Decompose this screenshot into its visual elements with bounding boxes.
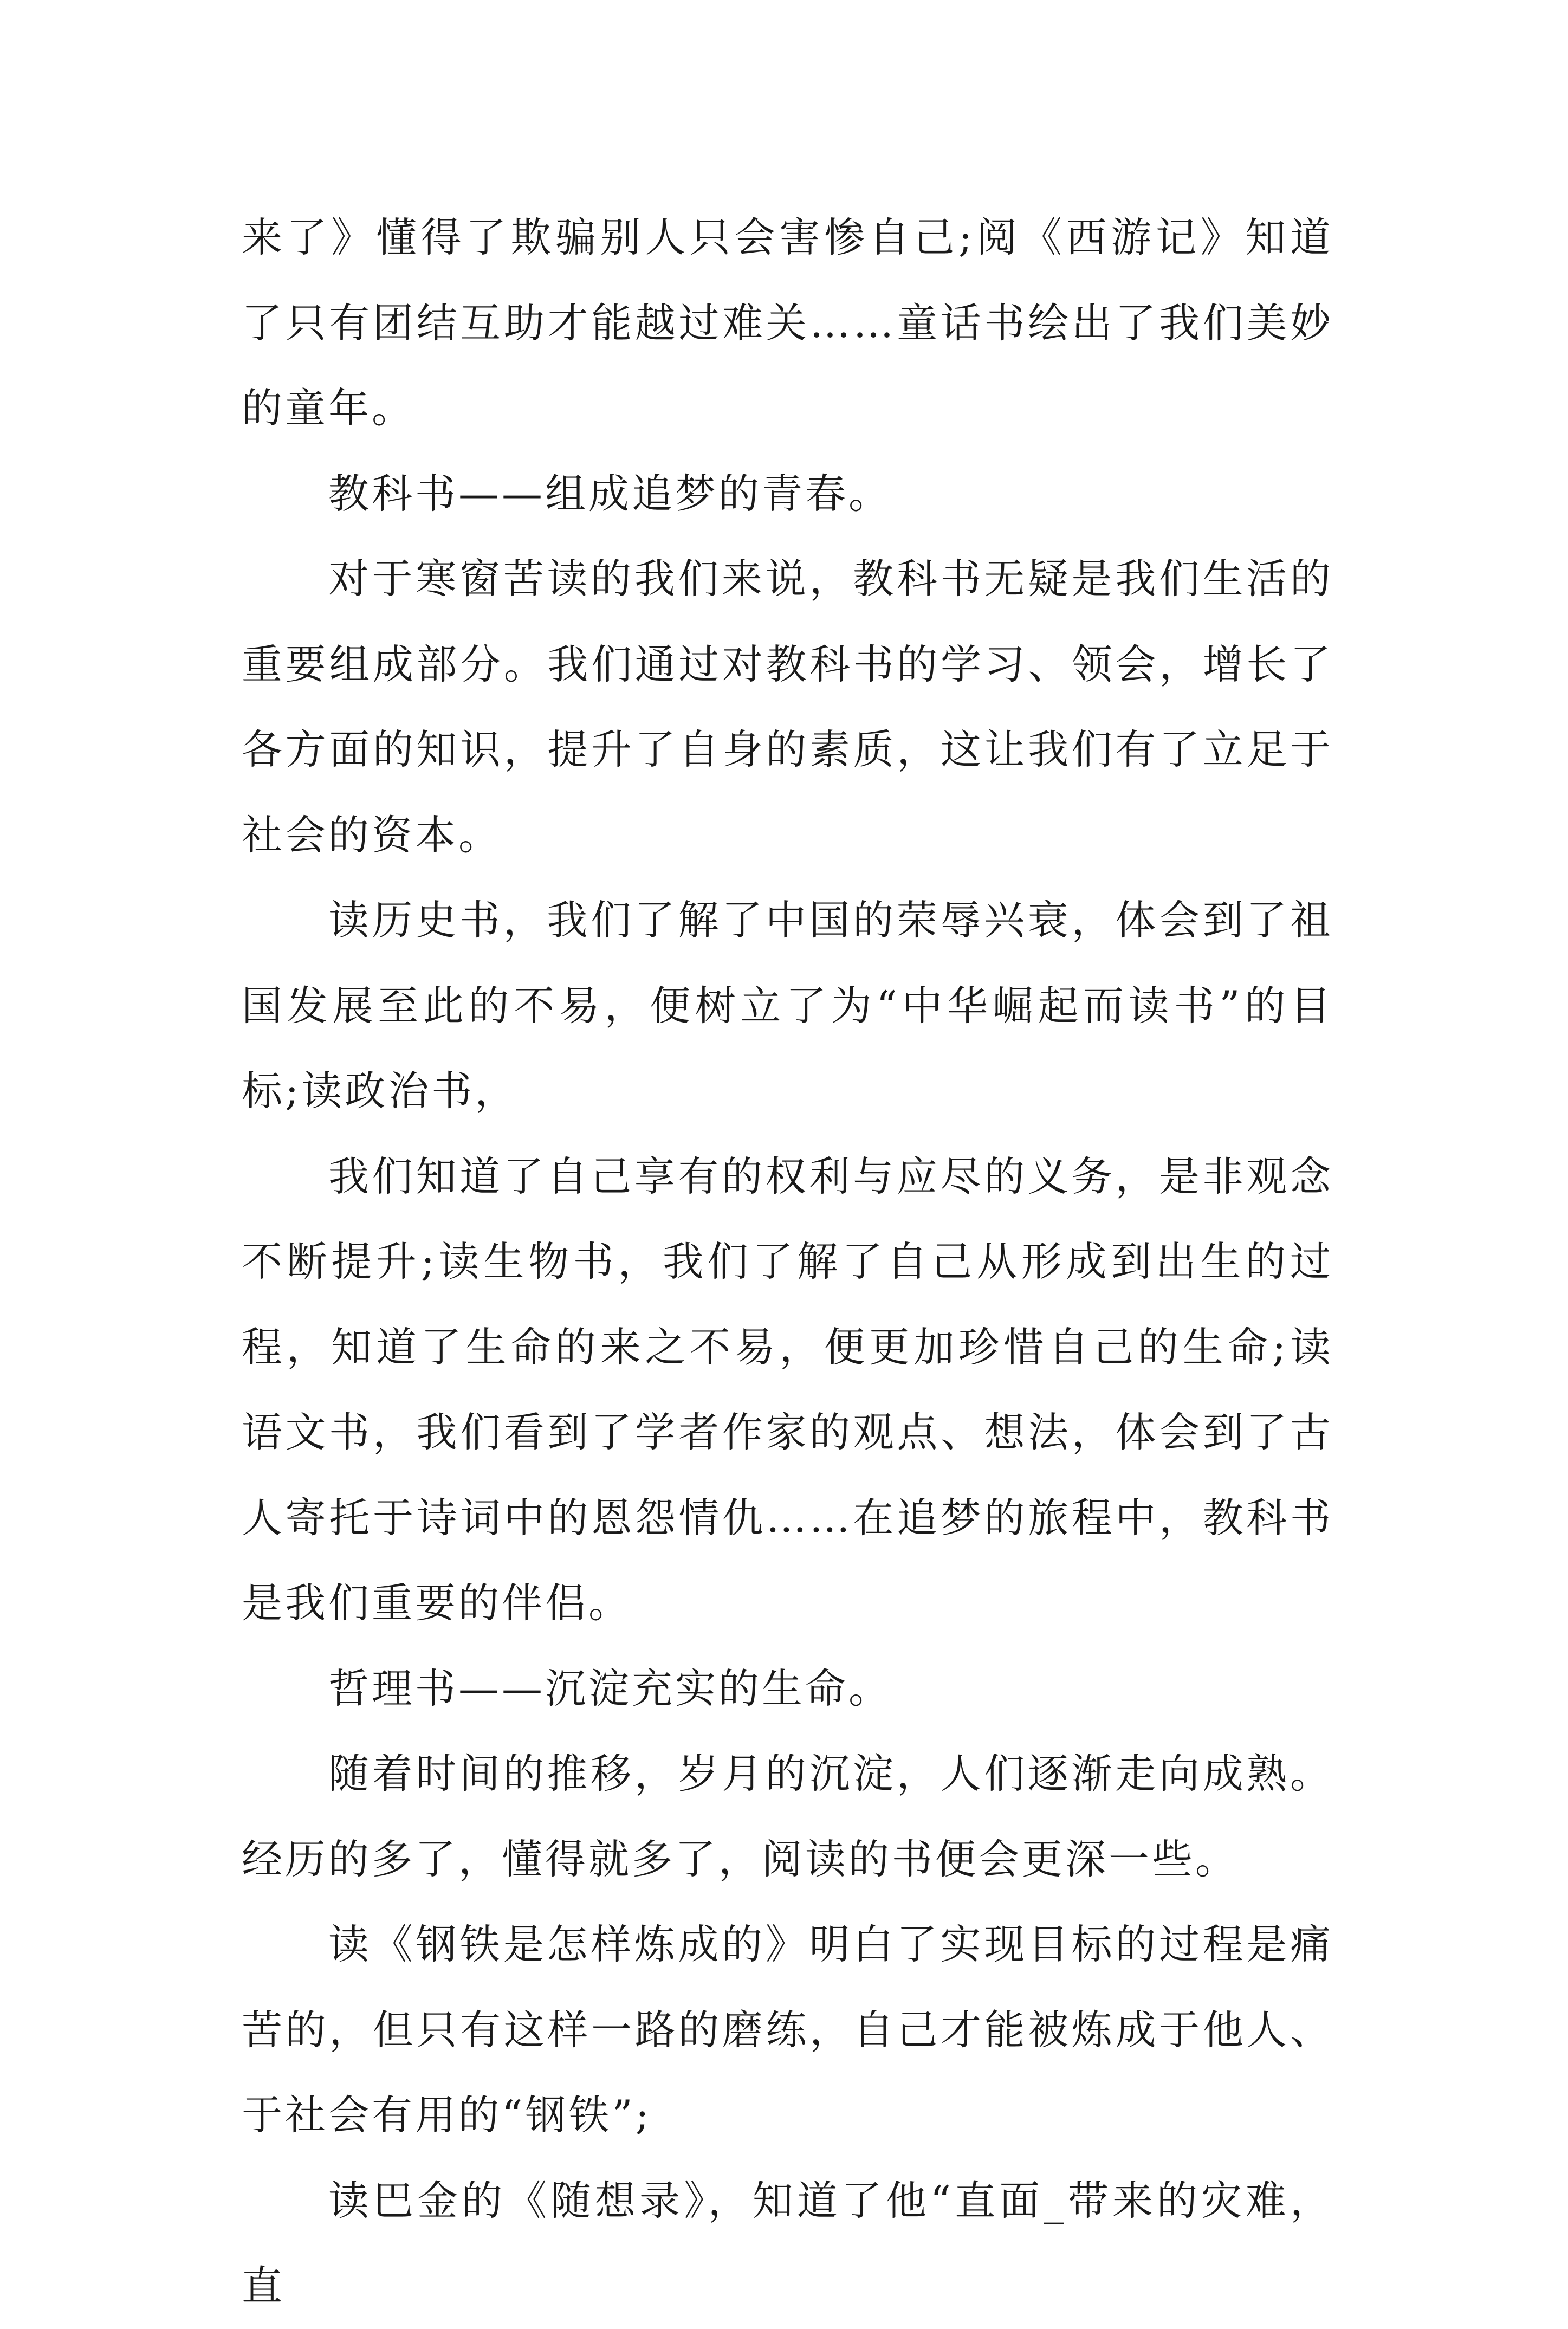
paragraph-5: 我们知道了自己享有的权利与应尽的义务，是非观念不断提升;读生物书，我们了解了自己从形成到出生的过程，知道了生命的来之不易，便更加珍惜自己的生命;读语文书，我们看到了学者作家的观点、想法，体会到了古人寄托于诗词中的恩怨情仇……在追梦的旅程中，教科书是我们重要的伴侣。 xyxy=(242,1152,1333,1627)
paragraph-8: 读《钢铁是怎样炼成的》明白了实现目标的过程是痛苦的，但只有这样一路的磨练，自己才能被炼成于他人、于社会有用的“钢铁”; xyxy=(242,1920,1333,2139)
paragraph-3: 对于寒窗苦读的我们来说，教科书无疑是我们生活的重要组成部分。我们通过对教科书的学习、领会，增长了各方面的知识，提升了自身的素质，这让我们有了立足于社会的资本。 xyxy=(242,555,1333,859)
paragraph-2: 教科书——组成追梦的青春。 xyxy=(328,469,892,517)
document-body xyxy=(242,195,1333,2329)
paragraph-1: 来了》懂得了欺骗别人只会害惨自己;阅《西游记》知道了只有团结互助才能越过难关……童话书绘出了我们美妙的童年。 xyxy=(242,214,1333,432)
paragraph-7: 随着时间的推移，岁月的沉淀，人们逐渐走向成熟。经历的多了，懂得就多了，阅读的书便会更深一些。 xyxy=(242,1750,1333,1883)
paragraph-6: 哲理书——沉淀充实的生命。 xyxy=(328,1664,892,1712)
paragraph-9: 读巴金的《随想录》，知道了他“直面_带来的灾难，直 xyxy=(242,2176,1333,2309)
paragraph-4: 读历史书，我们了解了中国的荣辱兴衰，体会到了祖国发展至此的不易，便树立了为“中华崛起而读书”的目标;读政治书， xyxy=(242,896,1333,1115)
